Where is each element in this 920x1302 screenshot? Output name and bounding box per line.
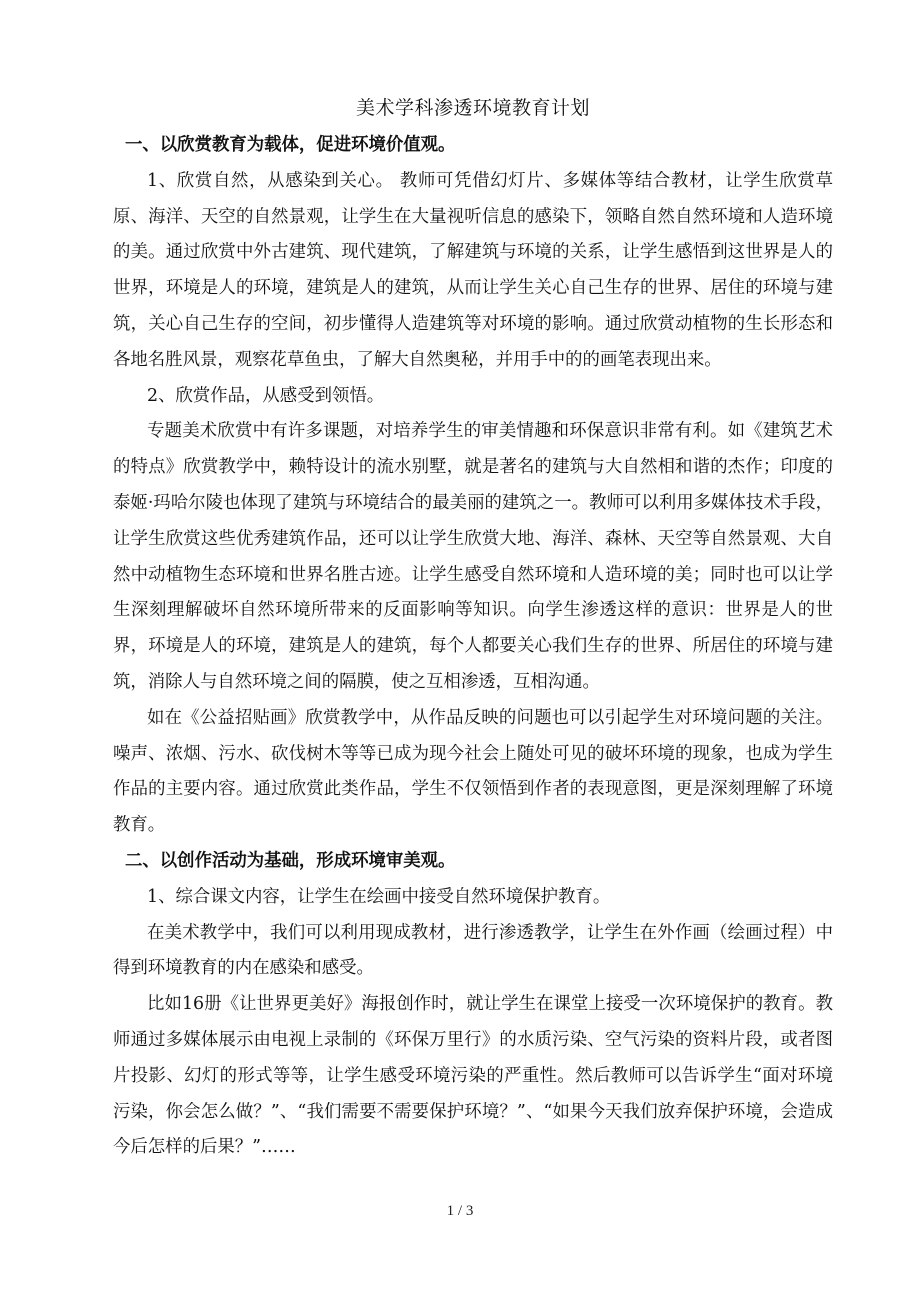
document-body (113, 90, 833, 1166)
section-heading-1: 一、以欣赏教育为载体，促进环境价值观。 (125, 135, 456, 155)
paragraph: 比如16册《让世界更美好》海报创作时，就让学生在课堂上接受一次环境保护的教育。教师通过多媒体展示由电视上录制的《环保万里行》的水质污染、空气污染的资料片段，或者图片投影、幻灯的形式等等，让学生感受环境污染的严重性。然后教师可以告诉学生“面对环境污染，你会怎么做？”、“我们需要不需要保护环境？”、“如果今天我们放弃保护环境，会造成今后怎样的后果？”…… (113, 994, 833, 1158)
paragraph: 在美术教学中，我们可以利用现成教材，进行渗透教学，让学生在外作画（绘画过程）中得到环境教育的内在感染和感受。 (113, 922, 833, 979)
paragraph: 1、综合课文内容，让学生在绘画中接受自然环境保护教育。 (147, 886, 611, 907)
paragraph: 如在《公益招贴画》欣赏教学中，从作品反映的问题也可以引起学生对环境问题的关注。噪声、浓烟、污水、砍伐树木等等已成为现今社会上随处可见的破坏环境的现象，也成为学生作品的主要内容。通过欣赏此类作品，学生不仅领悟到作者的表现意图，更是深刻理解了环境教育。 (113, 707, 833, 836)
paragraph: 2、欣赏作品，从感受到领悟。 (147, 385, 385, 406)
page-number: 1 / 3 (446, 1203, 474, 1219)
paragraph: 1、欣赏自然，从感染到关心。 教师可凭借幻灯片、多媒体等结合教材，让学生欣赏草原、海洋、天空的自然景观，让学生在大量视听信息的感染下，领略自然自然环境和人造环境的美。通过欣赏中外古建筑、现代建筑，了解建筑与环境的关系，让学生感悟到这世界是人的世界，环境是人的环境，建筑是人的建筑，从而让学生关心自己生存的世界、居住的环境与建筑，关心自己生存的空间，初步懂得人造建筑等对环境的影响。通过欣赏动植物的生长形态和各地名胜风景，观察花草鱼虫，了解大自然奥秘，并用手中的的画笔表现出来。 (113, 170, 833, 370)
section-heading-2: 二、以创作活动为基础，形成环境审美观。 (125, 850, 456, 871)
paragraph: 专题美术欣赏中有许多课题，对培养学生的审美情趣和环保意识非常有利。如《建筑艺术的特点》欣赏教学中，赖特设计的流水别墅，就是著名的建筑与大自然相和谐的杰作；印度的泰姬·玛哈尔陵也体现了建筑与环境结合的最美丽的建筑之一。教师可以利用多媒体技术手段，让学生欣赏这些优秀建筑作品，还可以让学生欣赏大地、海洋、森林、天空等自然景观、大自然中动植物生态环境和世界名胜古迹。让学生感受自然环境和人造环境的美；同时也可以让学生深刻理解破坏自然环境所带来的反面影响等知识。向学生渗透这样的意识：世界是人的世界，环境是人的环境，建筑是人的建筑，每个人都要关心我们生存的世界、所居住的环境与建筑，消除人与自然环境之间的隔膜，使之互相渗透，互相沟通。 (113, 421, 833, 692)
document-title: 美术学科渗透环境教育计划 (355, 97, 590, 119)
